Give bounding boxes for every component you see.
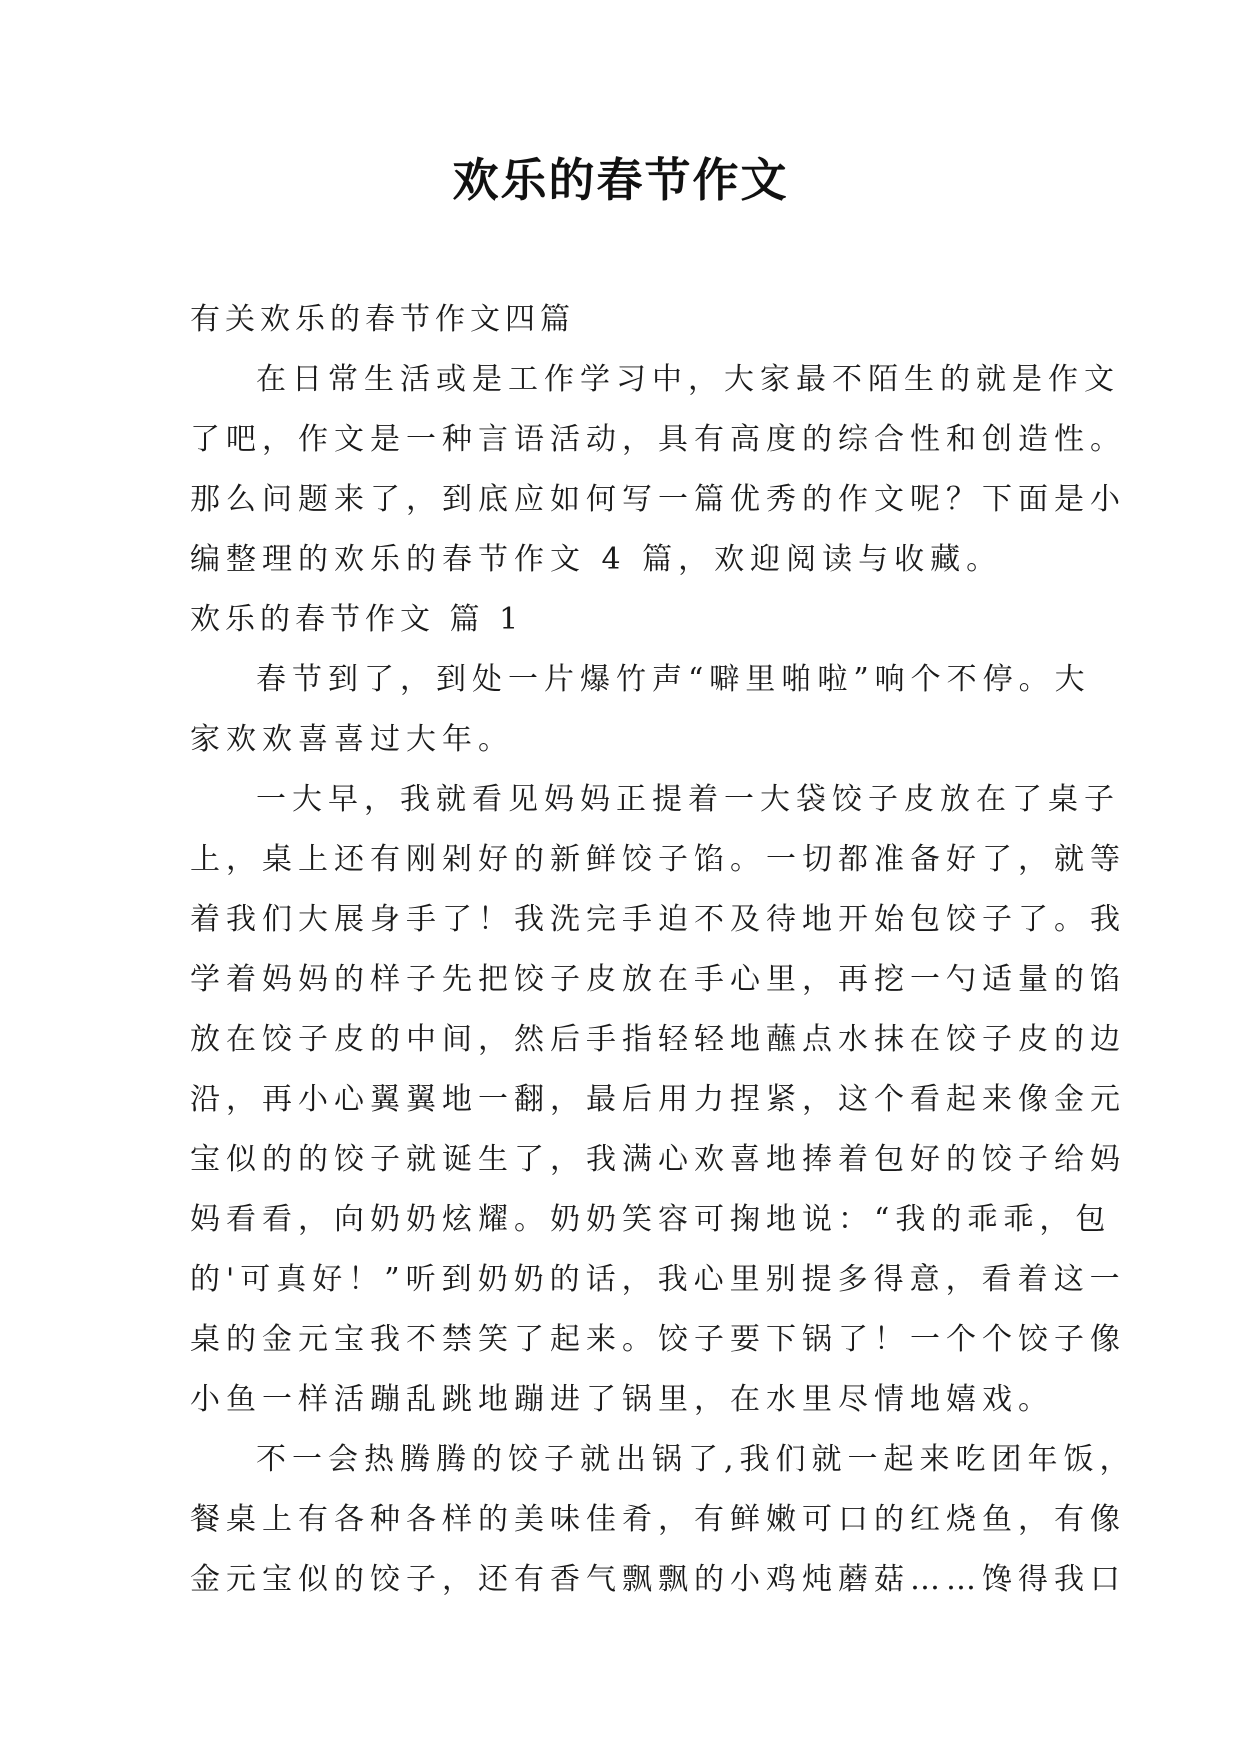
document-subtitle: 有关欢乐的春节作文四篇 <box>190 302 575 337</box>
paragraph-line: 着我们大展身手了！我洗完手迫不及待地开始包饺子了。我 <box>190 902 1126 937</box>
paragraph-line: 金元宝似的饺子，还有香气飘飘的小鸡炖蘑菇……馋得我口 <box>190 1562 1126 1597</box>
intro-paragraph <box>190 350 1126 590</box>
document-title: 欢乐的春节作文 <box>452 153 789 207</box>
paragraph-line: 妈看看，向奶奶炫耀。奶奶笑容可掬地说：“我的乖乖，包 <box>190 1202 1112 1237</box>
paragraph-line: 的'可真好！”听到奶奶的话，我心里别提多得意，看着这一 <box>190 1262 1126 1297</box>
paragraph-line: 不一会热腾腾的饺子就出锅了,我们就一起来吃团年饭， <box>256 1442 1136 1477</box>
paragraph-line: 放在饺子皮的中间，然后手指轻轻地蘸点水抹在饺子皮的边 <box>190 1022 1126 1057</box>
paragraph-line: 上，桌上还有刚剁好的新鲜饺子馅。一切都准备好了，就等 <box>190 842 1126 877</box>
paragraph-3 <box>190 1430 1136 1610</box>
paragraph-line: 宝似的的饺子就诞生了，我满心欢喜地捧着包好的饺子给妈 <box>190 1142 1126 1177</box>
document-body <box>190 290 1136 1610</box>
paragraph-line: 了吧，作文是一种言语活动，具有高度的综合性和创造性。 <box>190 422 1126 457</box>
paragraph-2 <box>190 770 1126 1430</box>
paragraph-line: 在日常生活或是工作学习中，大家最不陌生的就是作文 <box>256 362 1120 397</box>
paragraph-line: 一大早，我就看见妈妈正提着一大袋饺子皮放在了桌子 <box>256 782 1120 817</box>
paragraph-line: 编整理的欢乐的春节作文 4 篇，欢迎阅读与收藏。 <box>190 542 1003 577</box>
section-heading: 欢乐的春节作文 篇 1 <box>190 602 524 637</box>
paragraph-line: 家欢欢喜喜过大年。 <box>190 722 514 757</box>
paragraph-line: 小鱼一样活蹦乱跳地蹦进了锅里，在水里尽情地嬉戏。 <box>190 1382 1054 1417</box>
paragraph-line: 桌的金元宝我不禁笑了起来。饺子要下锅了！一个个饺子像 <box>190 1322 1126 1357</box>
paragraph-line: 学着妈妈的样子先把饺子皮放在手心里，再挖一勺适量的馅 <box>190 962 1126 997</box>
paragraph-1 <box>190 650 1091 770</box>
paragraph-line: 那么问题来了，到底应如何写一篇优秀的作文呢？下面是小 <box>190 482 1126 517</box>
paragraph-line: 餐桌上有各种各样的美味佳肴，有鲜嫩可口的红烧鱼，有像 <box>190 1502 1126 1537</box>
paragraph-line: 沿，再小心翼翼地一翻，最后用力捏紧，这个看起来像金元 <box>190 1082 1126 1117</box>
paragraph-line: 春节到了，到处一片爆竹声“噼里啪啦”响个不停。大 <box>256 662 1091 697</box>
